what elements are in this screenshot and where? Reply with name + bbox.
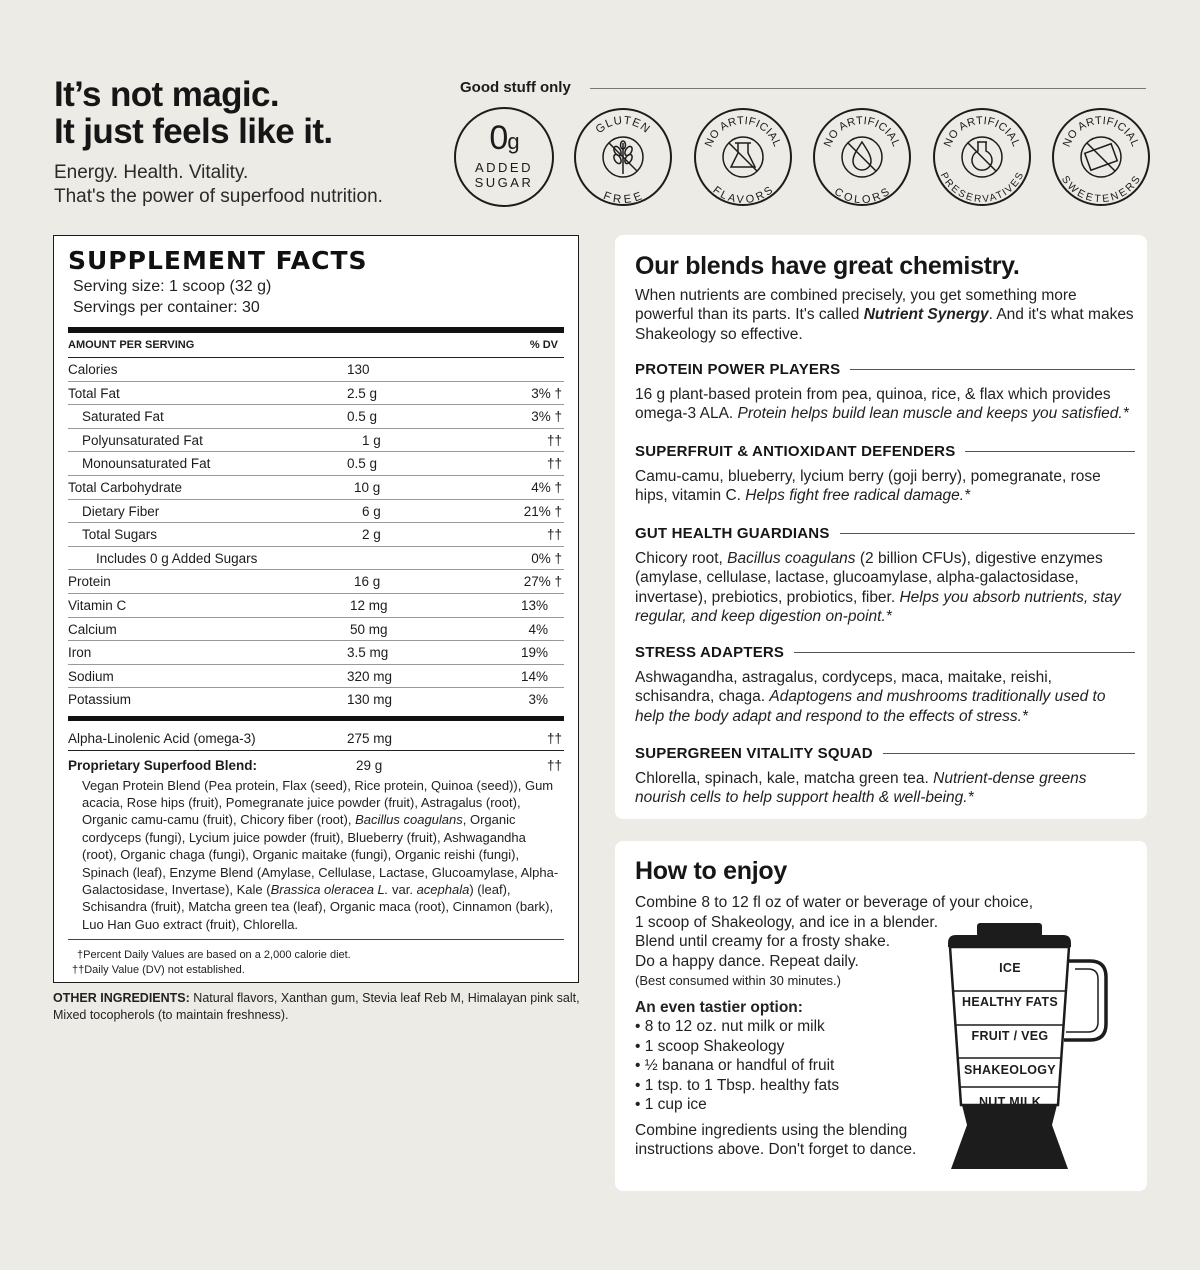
intro-highlight: Nutrient Synergy	[863, 306, 989, 324]
nutrient-amount: 2.5 g	[347, 385, 378, 401]
nutrient-dv: ††	[546, 456, 562, 472]
nutrient-amount: 0.5 g	[347, 456, 378, 472]
zero-sugar-line-2: SUGAR	[474, 175, 534, 190]
nutrient-dv: 13%	[520, 597, 548, 613]
badge-flavors-bottom: FLAVORS	[710, 184, 776, 207]
blend-name: Proprietary Superfood Blend:	[68, 757, 258, 773]
facts-row	[68, 665, 564, 689]
nutrient-dv: 0% †	[531, 550, 562, 566]
section-heading: GUT HEALTH GUARDIANS	[635, 524, 830, 542]
blend-text-part: Vegan Protein Blend (Pea protein, Flax (seed), Rice protein, Quinoa (seed)), Gum acacia, Rose hips (fruit), Pomegranate juice powder (fruit), Astragalus (root), Organic camu-camu (fruit), Chicory fiber (root),	[82, 777, 554, 828]
section-rule	[965, 451, 1135, 452]
layer-healthy-fats: HEALTHY FATS	[962, 995, 1058, 1009]
nutrient-name: Includes 0 g Added Sugars	[96, 550, 258, 566]
blend-text-part: ) (leaf), Schisandra (fruit), Matcha green tea (leaf), Organic maca (root), Cinnamon (bark), Luo Han Guo extract (fruit), Chlorella.	[82, 881, 554, 932]
option-title: An even tastier option:	[635, 998, 803, 1016]
nutrient-name: Potassium	[68, 692, 132, 708]
list-item: • ½ banana or handful of fruit	[635, 1057, 835, 1074]
layer-shakeology: SHAKEOLOGY	[964, 1063, 1056, 1077]
omega-name: Alpha-Linolenic Acid (omega-3)	[68, 730, 256, 746]
section-heading: SUPERFRUIT & ANTIOXIDANT DEFENDERS	[635, 442, 956, 460]
headline-line-1: It’s not magic.	[54, 75, 280, 114]
svg-text:PRESERVATIVES	[938, 171, 1027, 205]
section-superfruit	[635, 442, 1135, 506]
subheadline-line-1: Energy. Health. Vitality.	[54, 162, 249, 183]
nutrient-dv: 4%	[528, 621, 548, 637]
enjoy-title: How to enjoy	[635, 857, 787, 885]
badge-no-artificial-colors	[812, 107, 912, 207]
section-body: Camu-camu, blueberry, lycium berry (goji berry), pomegranate, rose hips, vitamin C.	[635, 468, 1101, 505]
badge-preservatives-top: NO ARTIFICIAL	[941, 114, 1023, 149]
badges-title: Good stuff only	[460, 79, 571, 96]
nutrient-amount: 12 mg	[350, 597, 388, 613]
nutrient-name: Sodium	[68, 668, 114, 684]
blender-icon	[940, 919, 1125, 1179]
section-rule	[840, 533, 1135, 534]
intro-text: . And it's what makes Shakeology so effective.	[635, 306, 1134, 343]
blend-amount: 29 g	[356, 757, 383, 773]
nutrient-amount: 130	[347, 362, 370, 377]
nutrient-name: Saturated Fat	[82, 409, 164, 425]
nutrient-amount: 3.5 mg	[347, 645, 389, 661]
facts-rows	[68, 358, 564, 712]
nutrient-name: Protein	[68, 574, 111, 590]
badge-preservatives-bottom: PRESERVATIVES	[937, 170, 1027, 206]
section-heading: PROTEIN POWER PLAYERS	[635, 360, 841, 378]
blend-ingredients	[68, 777, 564, 934]
section-heading: STRESS ADAPTERS	[635, 643, 785, 661]
badge-no-artificial-flavors	[693, 107, 793, 207]
chemistry-card	[615, 235, 1147, 819]
facts-row	[68, 358, 564, 382]
facts-row	[68, 570, 564, 594]
nutrient-amount: 16 g	[354, 574, 381, 590]
badge-colors-bottom: COLORS	[831, 185, 893, 207]
nutrient-amount: 10 g	[354, 479, 381, 495]
badge-gluten-free	[573, 107, 673, 207]
blend-row	[68, 755, 564, 777]
badge-gluten-top: GLUTEN	[593, 114, 653, 137]
option-list	[635, 1017, 955, 1115]
badge-no-artificial-sweeteners	[1051, 107, 1151, 207]
nutrient-name: Monounsaturated Fat	[82, 456, 211, 472]
svg-text:FLAVORS	[710, 184, 775, 206]
svg-text:NO ARTIFICIAL	[942, 115, 1022, 149]
enjoy-closing: Combine ingredients using the blending instructions above. Don't forget to dance.	[635, 1121, 917, 1158]
dv-header: % DV	[529, 339, 558, 351]
facts-row	[68, 452, 564, 476]
chemistry-title: Our blends have great chemistry.	[635, 252, 1020, 280]
badge-sweeteners-bottom: SWEETENERS	[1058, 173, 1144, 206]
badge-flavors-top: NO ARTIFICIAL	[702, 114, 784, 149]
headline-line-2: It just feels like it.	[54, 112, 333, 151]
wheat-icon	[603, 137, 643, 177]
nutrient-name: Calcium	[68, 621, 117, 637]
nutrient-amount: 320 mg	[347, 668, 393, 684]
badge-sweeteners-top: NO ARTIFICIAL	[1060, 114, 1142, 149]
footnote-1: †Percent Daily Values are based on a 2,000 calorie diet.	[77, 949, 351, 962]
badges-divider	[590, 88, 1146, 89]
nutrient-name: Total Sugars	[82, 527, 158, 543]
facts-row	[68, 382, 564, 406]
sweetener-packet-icon	[1081, 137, 1121, 177]
facts-row	[68, 476, 564, 500]
badge-colors-top: NO ARTIFICIAL	[821, 114, 903, 149]
nutrient-amount: 130 mg	[347, 692, 393, 708]
facts-row	[68, 547, 564, 571]
blend-text-italic: Brassica oleracea L.	[270, 881, 389, 897]
nutrient-dv: 3%	[528, 692, 548, 708]
nutrient-name: Polyunsaturated Fat	[82, 432, 203, 448]
facts-row	[68, 405, 564, 429]
nutrient-name: Vitamin C	[68, 597, 127, 613]
section-protein	[635, 360, 1135, 424]
section-claim: Adaptogens and mushrooms traditionally used to help the body adapt and respond to the effects of stress.*	[635, 688, 1106, 725]
section-claim: Nutrient-dense greens nourish cells to help support health & well-being.*	[635, 770, 1087, 807]
nutrient-dv: 19%	[520, 645, 548, 661]
section-body: Ashwagandha, astragalus, cordyceps, maca, maitake, reishi, schisandra, chaga.	[635, 669, 1052, 706]
blend-text-part: , Organic cordyceps (fungi), Lycium juice powder (fruit), Blueberry (fruit), Ashwagandha (root), Organic chaga (fungi), Organic maitake (fungi), Organic reishi (fungi), Spinach (leaf), Enzyme Blend (Amylase, Cellulase, Lactase, Glucoamylase, Alpha-Galactosidase, Invertase), Kale (	[82, 812, 559, 897]
footnote-2: ††Daily Value (DV) not established.	[72, 964, 245, 977]
blend-text-italic: Bacillus coagulans	[355, 812, 463, 828]
section-heading: SUPERGREEN VITALITY SQUAD	[635, 744, 873, 762]
beaker-icon	[962, 137, 1002, 177]
zero-sugar-number: 0	[489, 119, 508, 157]
layer-nut-milk: NUT MILK	[978, 1095, 1042, 1109]
enjoy-line: Do a happy dance. Repeat daily.	[635, 952, 859, 970]
nutrient-dv: ††	[546, 527, 562, 543]
enjoy-note: (Best consumed within 30 minutes.)	[635, 973, 841, 988]
headline	[54, 76, 333, 150]
badge-no-artificial-preservatives	[932, 107, 1032, 207]
chemistry-intro	[635, 286, 1135, 344]
zero-sugar-unit: g	[507, 129, 519, 154]
list-item: • 1 cup ice	[635, 1096, 707, 1113]
nutrient-amount: 0.5 g	[347, 409, 378, 425]
section-claim: Protein helps build lean muscle and keeps you satisfied.*	[737, 405, 1129, 423]
enjoy-line: Blend until creamy for a frosty shake.	[635, 933, 891, 950]
omega-dv: ††	[546, 730, 562, 746]
nutrient-dv: ††	[546, 432, 562, 448]
section-claim: Helps you absorb nutrients, stay regular, and keep digestion on-point.*	[635, 588, 1121, 625]
nutrient-amount: 2 g	[362, 527, 381, 543]
intro-text: When nutrients are combined precisely, you get something more powerful than its parts. It's called	[635, 287, 1077, 324]
section-body: Chlorella, spinach, kale, matcha green tea.	[635, 770, 934, 787]
nutrient-dv: 3% †	[531, 385, 562, 401]
nutrient-name: Total Fat	[68, 385, 120, 401]
facts-title: SUPPLEMENT FACTS	[68, 246, 368, 275]
section-claim: Helps fight free radical damage.*	[745, 487, 971, 505]
nutrient-name: Iron	[68, 645, 92, 661]
enjoy-line: Combine 8 to 12 fl oz of water or beverage of your choice,	[635, 894, 1034, 911]
nutrient-name: Dietary Fiber	[82, 503, 160, 519]
blend-text-italic: acephala	[416, 881, 470, 897]
list-item: • 8 to 12 oz. nut milk or milk	[635, 1018, 825, 1035]
svg-text:FREE	[602, 190, 645, 206]
subheadline	[54, 161, 383, 209]
list-item: • 1 scoop Shakeology	[635, 1037, 785, 1055]
svg-text:COLORS	[832, 186, 892, 206]
badge-gluten-bottom: FREE	[601, 190, 645, 207]
nutrient-dv: 21% †	[523, 503, 562, 519]
facts-thick-rule-2	[68, 716, 564, 721]
svg-text:NO ARTIFICIAL	[1061, 115, 1141, 149]
nutrient-name: Total Carbohydrate	[68, 479, 183, 495]
facts-row	[68, 594, 564, 618]
facts-row	[68, 618, 564, 642]
section-rule	[850, 369, 1135, 370]
section-supergreen	[635, 744, 1135, 808]
section-body: (2 billion CFUs), digestive enzymes (amylase, cellulase, lactase, glucoamylase, alpha-galactosidase, invertase), prebiotics, probiotics, fiber.	[635, 550, 1103, 606]
other-ingredients	[53, 990, 593, 1024]
other-ingredients-label: OTHER INGREDIENTS:	[53, 991, 190, 1005]
list-item: • 1 tsp. to 1 Tbsp. healthy fats	[635, 1076, 840, 1094]
supplement-facts-panel	[53, 235, 579, 983]
facts-row	[68, 688, 564, 712]
nutrient-amount: 50 mg	[350, 621, 388, 637]
facts-row	[68, 429, 564, 453]
blend-text-part: var.	[388, 881, 417, 897]
facts-row	[68, 641, 564, 665]
subheadline-line-2: That's the power of superfood nutrition.	[54, 186, 383, 207]
enjoy-line: 1 scoop of Shakeology, and ice in a blender.	[635, 913, 939, 931]
svg-text:NO ARTIFICIAL	[822, 115, 902, 149]
blend-dv: ††	[546, 757, 562, 773]
section-stress	[635, 643, 1135, 726]
omega-row	[68, 727, 564, 751]
serving-size: Serving size: 1 scoop (32 g)	[73, 278, 272, 295]
omega-amount: 275 mg	[347, 730, 393, 746]
flask-icon	[723, 137, 763, 177]
badge-row	[454, 107, 1154, 207]
footnotes	[68, 948, 564, 978]
layer-ice: ICE	[999, 961, 1021, 975]
facts-row	[68, 523, 564, 547]
facts-column-header	[68, 333, 564, 358]
other-ingredients-text: Natural flavors, Xanthan gum, Stevia leaf Reb M, Himalayan pink salt, Mixed tocopherols (to maintain freshness).	[53, 991, 580, 1022]
section-body: Chicory root,	[635, 550, 728, 567]
badge-zero-sugar	[454, 107, 554, 207]
nutrient-dv: 14%	[520, 668, 548, 684]
how-to-enjoy-card	[615, 841, 1147, 1191]
section-gut-health	[635, 524, 1135, 626]
nutrient-amount: 6 g	[362, 503, 381, 519]
nutrient-dv: 27% †	[523, 574, 562, 590]
facts-row	[68, 500, 564, 524]
layer-fruit-veg: FRUIT / VEG	[971, 1029, 1049, 1043]
zero-sugar-line-1: ADDED	[474, 160, 533, 175]
section-rule	[883, 753, 1135, 754]
svg-text:SWEETENERS	[1059, 174, 1143, 205]
amount-per-serving-header: AMOUNT PER SERVING	[68, 339, 195, 351]
nutrient-amount: 1 g	[362, 432, 381, 448]
section-body-italic: Bacillus coagulans	[727, 550, 856, 567]
svg-text:GLUTEN	[594, 115, 653, 136]
section-body: 16 g plant-based protein from pea, quinoa, rice, & flax which provides omega-3 ALA.	[635, 386, 1111, 423]
nutrient-dv: 4% †	[531, 479, 562, 495]
nutrient-name: Calories	[68, 362, 118, 377]
drop-icon	[842, 137, 882, 177]
footnote-divider	[68, 939, 564, 940]
servings-per-container: Servings per container: 30	[73, 299, 260, 316]
nutrient-dv: 3% †	[531, 409, 562, 425]
blender-illustration	[940, 919, 1125, 1179]
section-rule	[794, 652, 1135, 653]
